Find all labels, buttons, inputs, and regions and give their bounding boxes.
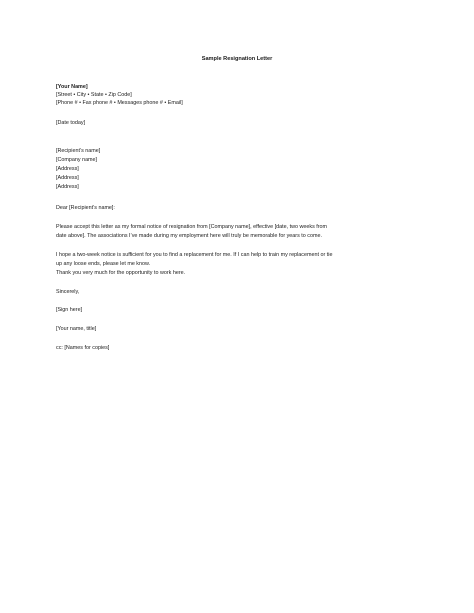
recipient-address-line: [Address] (56, 184, 79, 190)
recipient-company: [Company name] (56, 157, 98, 163)
recipient-address-line: [Address] (56, 175, 79, 181)
cc-line: cc: [Names for copies] (56, 345, 110, 351)
letter-date: [Date today] (56, 120, 86, 126)
sender-contacts: [Phone # • Fax phone # • Messages phone # • Email] (56, 100, 183, 106)
paragraph2-line: up any loose ends, please let me know. (56, 261, 151, 267)
paragraph1-line: date above]. The associations I’ve made during my employment here will truly be memorable for years to come. (56, 233, 322, 239)
signer-name-title: [Your name, title] (56, 326, 97, 332)
closing: Sincerely, (56, 289, 80, 295)
sender-name: [Your Name] (56, 84, 88, 90)
sender-address: [Street • City • State • Zip Code] (56, 92, 132, 98)
recipient-name: [Recipient’s name] (56, 148, 101, 154)
paragraph2-line: I hope a two-week notice is sufficient for you to find a replacement for me. If I can help to train my replacement or tie (56, 252, 333, 258)
letter-title: Sample Resignation Letter (201, 56, 273, 62)
paragraph2-line: Thank you very much for the opportunity to work here. (56, 270, 186, 276)
signature-placeholder: [Sign here] (56, 307, 83, 313)
salutation: Dear [Recipient’s name]: (56, 205, 115, 211)
recipient-address-line: [Address] (56, 166, 79, 172)
paragraph1-line: Please accept this letter as my formal notice of resignation from [Company name], effective [date, two weeks from (56, 224, 328, 230)
